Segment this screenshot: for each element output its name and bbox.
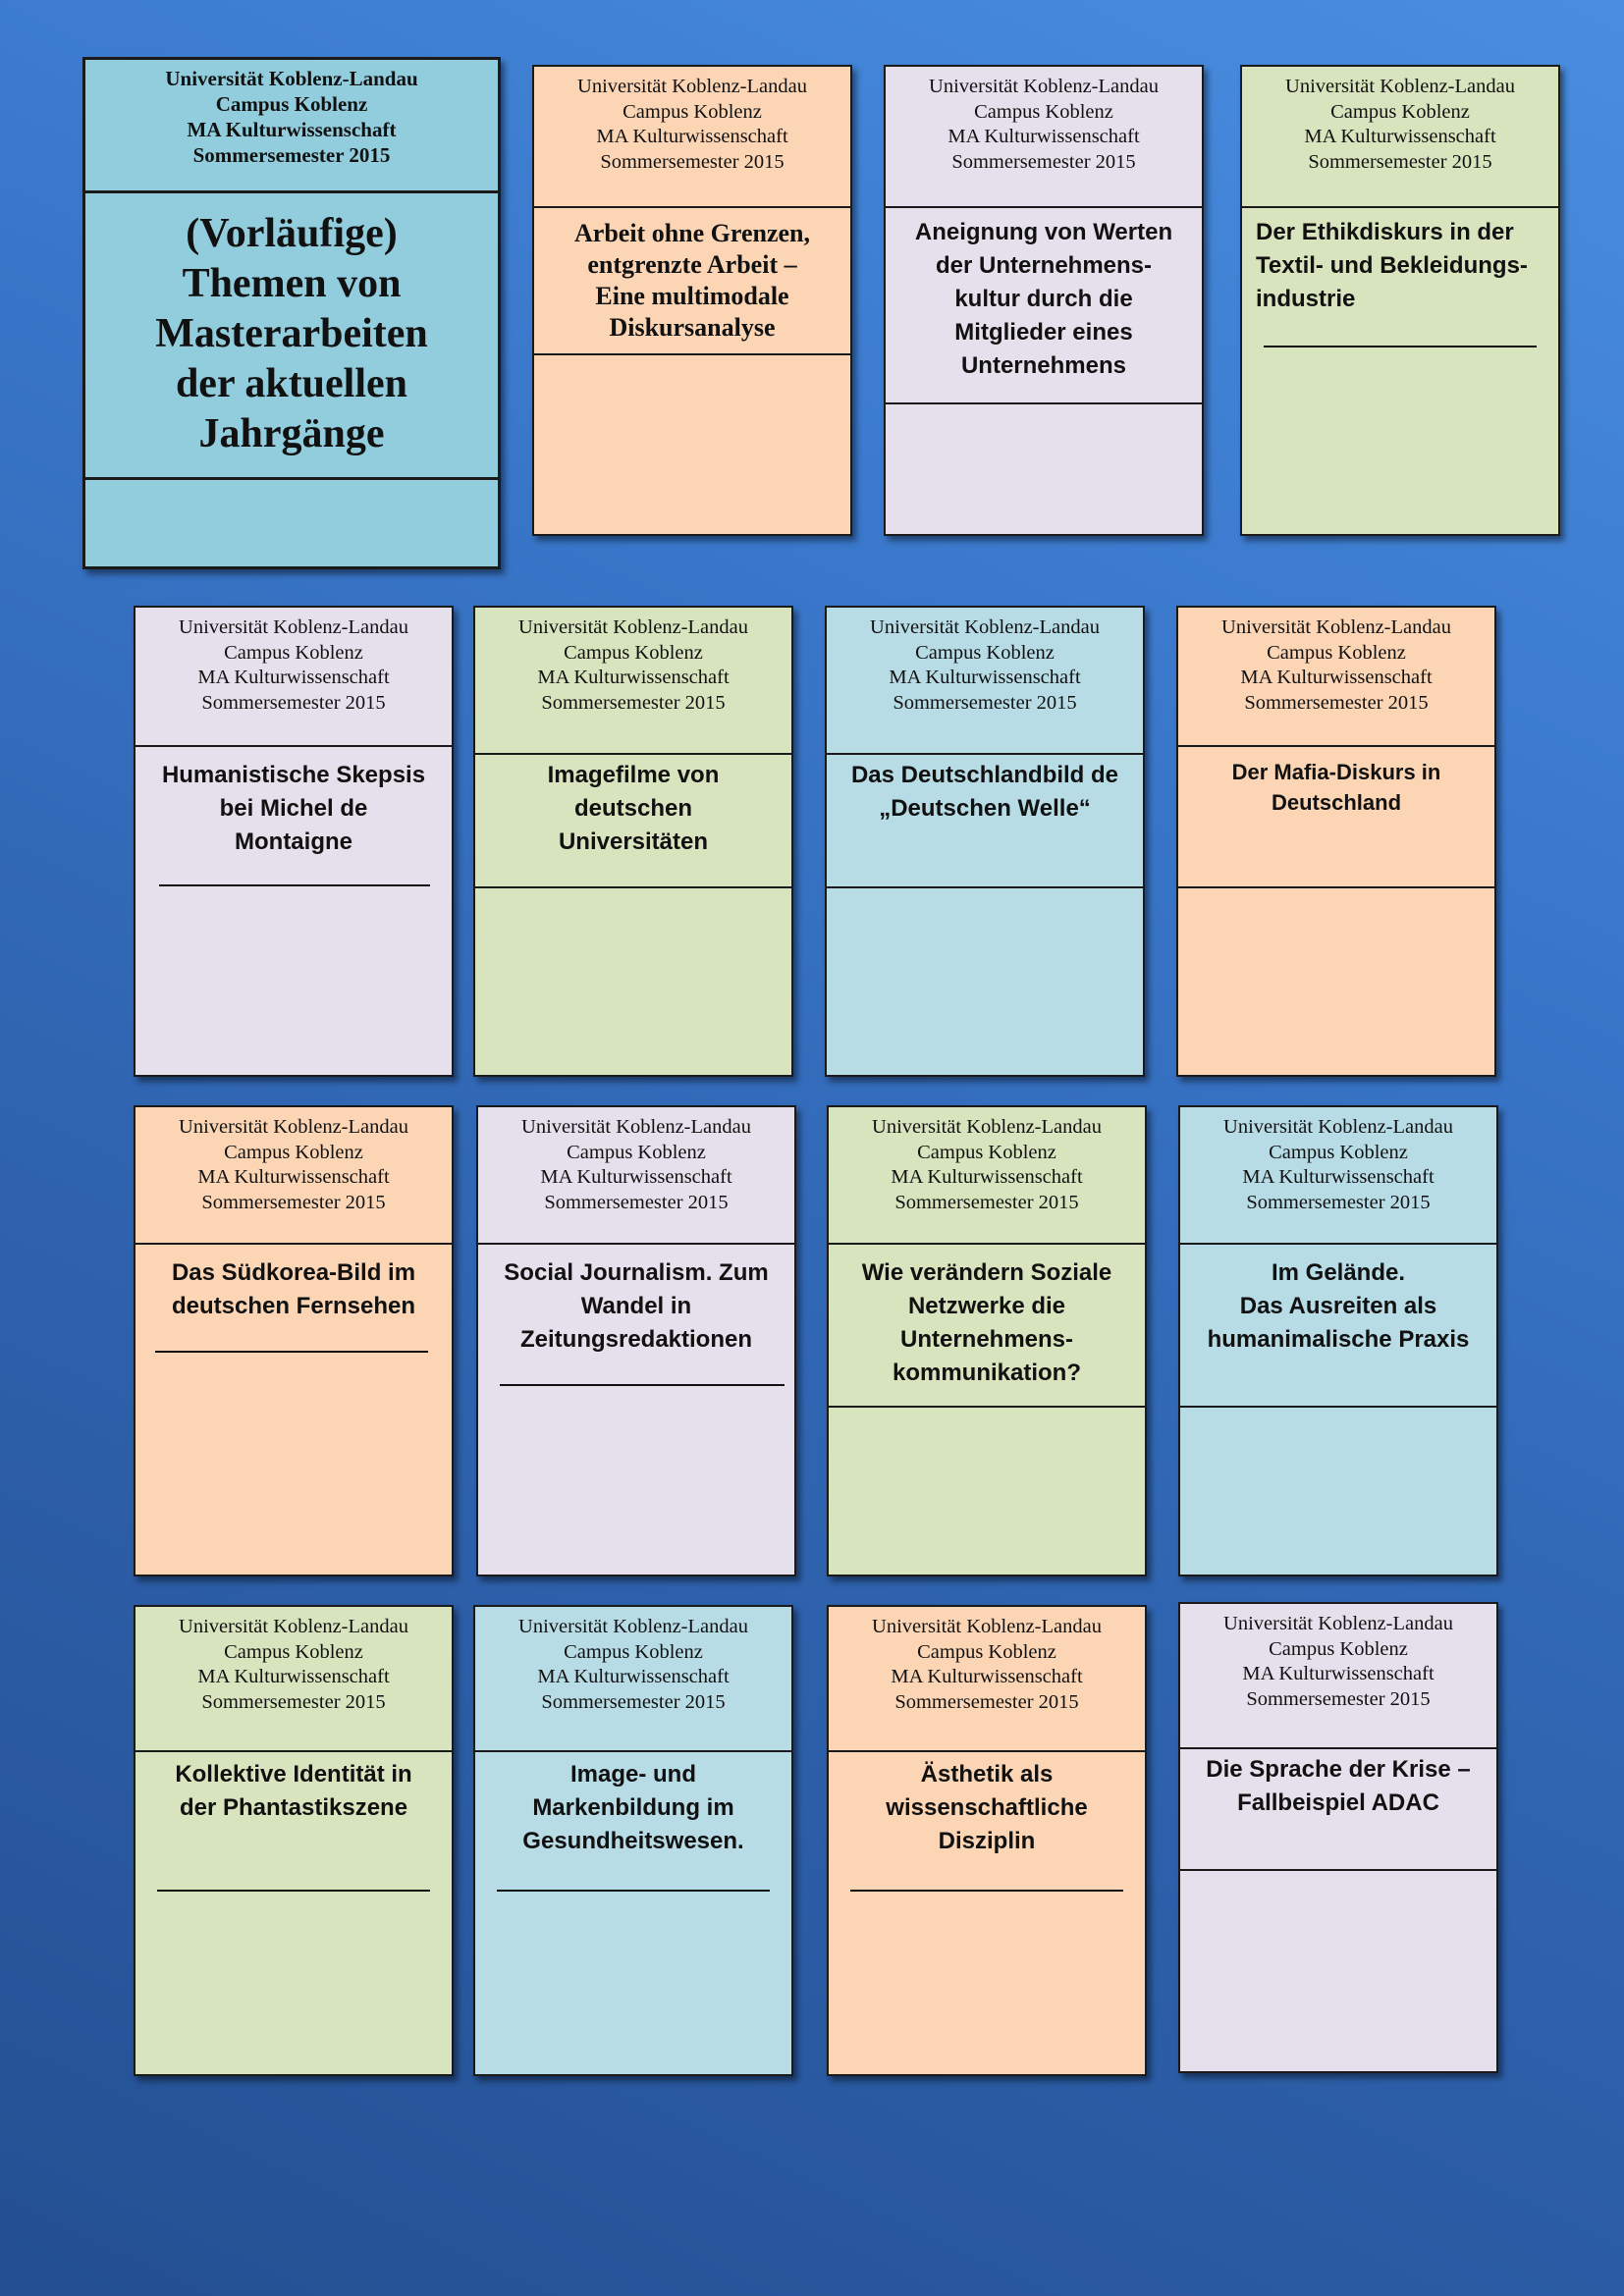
title-line: Eine multimodale [595, 282, 789, 310]
topic-title [149, 1758, 438, 1825]
title-card-header [85, 60, 498, 193]
title-line: der Unternehmens- [935, 252, 1153, 279]
card-topic [135, 1245, 452, 1392]
title-line: deutschen [573, 795, 693, 822]
header-line: Campus Koblenz [564, 1640, 703, 1663]
title-line: bei Michel de [219, 795, 368, 822]
header-line: Sommersemester 2015 [600, 150, 785, 173]
card-topic [886, 208, 1202, 404]
header-line: MA Kulturwissenschaft [889, 667, 1081, 688]
poster-title [85, 193, 498, 459]
header-line: Universität Koblenz-Landau [179, 1616, 408, 1637]
card-topic [1180, 1749, 1496, 1871]
divider-line [157, 1890, 430, 1892]
card-footer [135, 1392, 452, 1575]
header-line: Universität Koblenz-Landau [1285, 76, 1515, 97]
header-line-university: Universität Koblenz-Landau [165, 67, 418, 90]
topic-card [827, 1605, 1147, 2076]
header-line: MA Kulturwissenschaft [537, 667, 730, 688]
header-line: MA Kulturwissenschaft [197, 1166, 390, 1188]
title-line: Universitäten [558, 828, 709, 855]
title-line: Gesundheitswesen. [522, 1828, 744, 1854]
topic-title [842, 1256, 1131, 1390]
header-line: Campus Koblenz [1269, 1637, 1408, 1660]
header-line: Sommersemester 2015 [951, 150, 1136, 173]
card-header [829, 1607, 1145, 1752]
card-footer [1242, 355, 1558, 534]
card-footer [827, 888, 1143, 1075]
header-line: MA Kulturwissenschaft [1242, 1166, 1435, 1188]
title-line: Kollektive Identität in [175, 1761, 412, 1788]
header-line: Sommersemester 2015 [541, 691, 726, 714]
title-line: Masterarbeiten [155, 311, 428, 356]
card-topic [1180, 1245, 1496, 1408]
card-header [135, 1107, 452, 1245]
header-line: MA Kulturwissenschaft [197, 1666, 390, 1687]
title-card-body [85, 193, 498, 480]
title-line: „Deutschen Welle“ [879, 795, 1091, 822]
topic-title [489, 759, 778, 859]
title-line: wissenschaftliche [886, 1794, 1088, 1821]
topic-title [842, 1758, 1131, 1858]
header-line: Universität Koblenz-Landau [179, 1116, 408, 1138]
card-footer [475, 888, 791, 1075]
title-line: Unternehmens [960, 352, 1127, 379]
title-line: Image- und [569, 1761, 696, 1788]
topic-card [1178, 1602, 1498, 2073]
header-line: Universität Koblenz-Landau [1223, 1613, 1453, 1634]
header-line: Campus Koblenz [1267, 641, 1406, 664]
topic-card [1176, 606, 1496, 1077]
topic-title [840, 759, 1129, 826]
header-line: Universität Koblenz-Landau [870, 616, 1100, 638]
header-line: MA Kulturwissenschaft [1242, 1663, 1435, 1684]
card-footer [478, 1392, 794, 1575]
card-topic [478, 1245, 794, 1392]
header-line: Sommersemester 2015 [894, 1690, 1079, 1713]
topic-card [473, 1605, 793, 2076]
header-line: Universität Koblenz-Landau [179, 616, 408, 638]
divider-line [155, 1351, 428, 1353]
topic-card [1240, 65, 1560, 536]
card-topic [135, 1752, 452, 1899]
title-line: der aktuellen [175, 361, 408, 406]
card-footer [1180, 1408, 1496, 1575]
divider-line [1264, 346, 1537, 347]
header-line: Sommersemester 2015 [1246, 1687, 1431, 1710]
header-line: Universität Koblenz-Landau [872, 1616, 1102, 1637]
divider-line [850, 1890, 1123, 1892]
header-line: Universität Koblenz-Landau [1221, 616, 1451, 638]
title-line: Aneignung von Werten [914, 219, 1173, 245]
header-line: MA Kulturwissenschaft [197, 667, 390, 688]
title-line: Social Journalism. Zum [504, 1259, 769, 1286]
card-topic [829, 1752, 1145, 1899]
header-line: MA Kulturwissenschaft [596, 126, 788, 147]
header-line: Campus Koblenz [567, 1141, 706, 1163]
title-line: Das Deutschlandbild de [850, 762, 1119, 788]
card-topic [829, 1245, 1145, 1408]
header-line: MA Kulturwissenschaft [537, 1666, 730, 1687]
header-line: Campus Koblenz [224, 1141, 363, 1163]
header-line: Universität Koblenz-Landau [929, 76, 1159, 97]
header-line: Sommersemester 2015 [1246, 1191, 1431, 1213]
header-line: MA Kulturwissenschaft [1304, 126, 1496, 147]
topic-title [149, 1256, 438, 1323]
card-footer [534, 355, 850, 534]
topic-title [1192, 757, 1481, 818]
title-line: Im Gelände. [1271, 1259, 1406, 1286]
title-line: humanimalische Praxis [1207, 1326, 1470, 1353]
title-line: Wandel in [580, 1293, 692, 1319]
topic-card [134, 1105, 454, 1576]
header-line-program: MA Kulturwissenschaft [187, 118, 397, 141]
topic-title [1194, 1753, 1483, 1820]
topic-title [899, 216, 1188, 383]
title-line: Deutschland [1271, 790, 1402, 815]
card-topic [534, 208, 850, 355]
header-line: Universität Koblenz-Landau [872, 1116, 1102, 1138]
topic-title [548, 218, 837, 344]
title-card [82, 57, 501, 569]
header-line: MA Kulturwissenschaft [891, 1166, 1083, 1188]
header-line: Campus Koblenz [1269, 1141, 1408, 1163]
title-line: Wie verändern Soziale [861, 1259, 1112, 1286]
header-line: Sommersemester 2015 [1308, 150, 1492, 173]
title-line: Imagefilme von [547, 762, 720, 788]
card-footer [1180, 1871, 1496, 2071]
header-line: Sommersemester 2015 [201, 1191, 386, 1213]
divider-line [159, 884, 430, 886]
card-topic [827, 755, 1143, 888]
header-line: Sommersemester 2015 [1244, 691, 1429, 714]
card-topic [1242, 208, 1558, 355]
topic-title [1256, 216, 1544, 316]
title-line: Themen von [182, 261, 402, 306]
card-footer [829, 1408, 1145, 1575]
card-header [475, 1607, 791, 1752]
divider-line [497, 1890, 770, 1892]
title-line: entgrenzte Arbeit – [587, 250, 797, 279]
card-topic [135, 747, 452, 884]
title-line: Das Südkorea-Bild im [171, 1259, 416, 1286]
card-header [475, 608, 791, 755]
title-line: Diskursanalyse [609, 313, 776, 342]
header-line: Universität Koblenz-Landau [518, 616, 748, 638]
header-line-campus: Campus Koblenz [215, 92, 368, 116]
card-header [478, 1107, 794, 1245]
card-footer [829, 1899, 1145, 2074]
card-footer [135, 1899, 452, 2074]
title-line: industrie [1256, 286, 1356, 312]
topic-card [476, 1105, 796, 1576]
card-header [534, 67, 850, 208]
divider-line [500, 1384, 785, 1386]
title-card-footer [85, 480, 498, 566]
topic-card [473, 606, 793, 1077]
header-line: Campus Koblenz [224, 641, 363, 664]
header-line: Campus Koblenz [915, 641, 1055, 664]
header-line: Sommersemester 2015 [541, 1690, 726, 1713]
title-line: Fallbeispiel ADAC [1237, 1789, 1439, 1816]
header-line: Campus Koblenz [1330, 100, 1470, 123]
title-line: Der Ethikdiskurs in der [1256, 219, 1514, 245]
card-header [886, 67, 1202, 208]
title-line: Die Sprache der Krise – [1206, 1756, 1471, 1783]
topic-card [134, 606, 454, 1077]
header-line: Sommersemester 2015 [201, 1690, 386, 1713]
topic-card [134, 1605, 454, 2076]
card-header [829, 1107, 1145, 1245]
header-line: MA Kulturwissenschaft [947, 126, 1140, 147]
card-footer [1178, 888, 1494, 1075]
title-line: (Vorläufige) [186, 211, 398, 256]
title-line: Jahrgänge [198, 411, 385, 456]
header-line: Campus Koblenz [974, 100, 1113, 123]
topic-title [489, 1758, 778, 1858]
title-line: Das Ausreiten als [1239, 1293, 1437, 1319]
title-line: Montaigne [235, 828, 352, 855]
card-topic [1178, 747, 1494, 888]
title-line: Markenbildung im [532, 1794, 734, 1821]
header-line: Campus Koblenz [224, 1640, 363, 1663]
header-line: Universität Koblenz-Landau [1223, 1116, 1453, 1138]
header-line: Sommersemester 2015 [893, 691, 1077, 714]
title-line: kultur durch die [954, 286, 1133, 312]
title-line: Humanistische Skepsis [161, 762, 426, 788]
topic-card [1178, 1105, 1498, 1576]
header-line-semester: Sommersemester 2015 [192, 143, 391, 167]
title-line: Der Mafia-Diskurs in [1231, 760, 1441, 784]
title-line: Unternehmens- [899, 1326, 1074, 1353]
topic-title [1194, 1256, 1483, 1357]
title-line: Ästhetik als [920, 1761, 1054, 1788]
title-line: deutschen Fernsehen [171, 1293, 416, 1319]
header-line: Campus Koblenz [564, 641, 703, 664]
title-line: Mitglieder eines [954, 319, 1133, 346]
card-header [827, 608, 1143, 755]
title-line: Textil- und Bekleidungs- [1256, 252, 1528, 279]
card-footer [886, 404, 1202, 534]
card-header [1242, 67, 1558, 208]
header-line: Campus Koblenz [917, 1640, 1056, 1663]
header-line: Universität Koblenz-Landau [521, 1116, 751, 1138]
header-line: Campus Koblenz [623, 100, 762, 123]
card-header [1178, 608, 1494, 747]
card-topic [475, 1752, 791, 1899]
title-line: Disziplin [938, 1828, 1036, 1854]
card-header [1180, 1604, 1496, 1749]
topic-title [149, 759, 438, 859]
card-header [135, 608, 452, 747]
card-footer [135, 884, 452, 1075]
title-line: Arbeit ohne Grenzen, [574, 219, 810, 247]
title-line: Netzwerke die [907, 1293, 1066, 1319]
card-footer [475, 1899, 791, 2074]
header-line: Universität Koblenz-Landau [518, 1616, 748, 1637]
header-line: Campus Koblenz [917, 1141, 1056, 1163]
topic-card [827, 1105, 1147, 1576]
topic-title [492, 1256, 781, 1357]
card-header [1180, 1107, 1496, 1245]
card-topic [475, 755, 791, 888]
card-header [135, 1607, 452, 1752]
title-line: Zeitungsredaktionen [519, 1326, 753, 1353]
topic-card [532, 65, 852, 536]
title-line: der Phantastikszene [179, 1794, 408, 1821]
topic-card [884, 65, 1204, 536]
title-line: kommunikation? [892, 1360, 1081, 1386]
header-line: Universität Koblenz-Landau [577, 76, 807, 97]
topic-card [825, 606, 1145, 1077]
header-line: Sommersemester 2015 [201, 691, 386, 714]
header-line: Sommersemester 2015 [544, 1191, 729, 1213]
header-line: MA Kulturwissenschaft [1240, 667, 1433, 688]
header-line: Sommersemester 2015 [894, 1191, 1079, 1213]
header-line: MA Kulturwissenschaft [540, 1166, 732, 1188]
header-line: MA Kulturwissenschaft [891, 1666, 1083, 1687]
